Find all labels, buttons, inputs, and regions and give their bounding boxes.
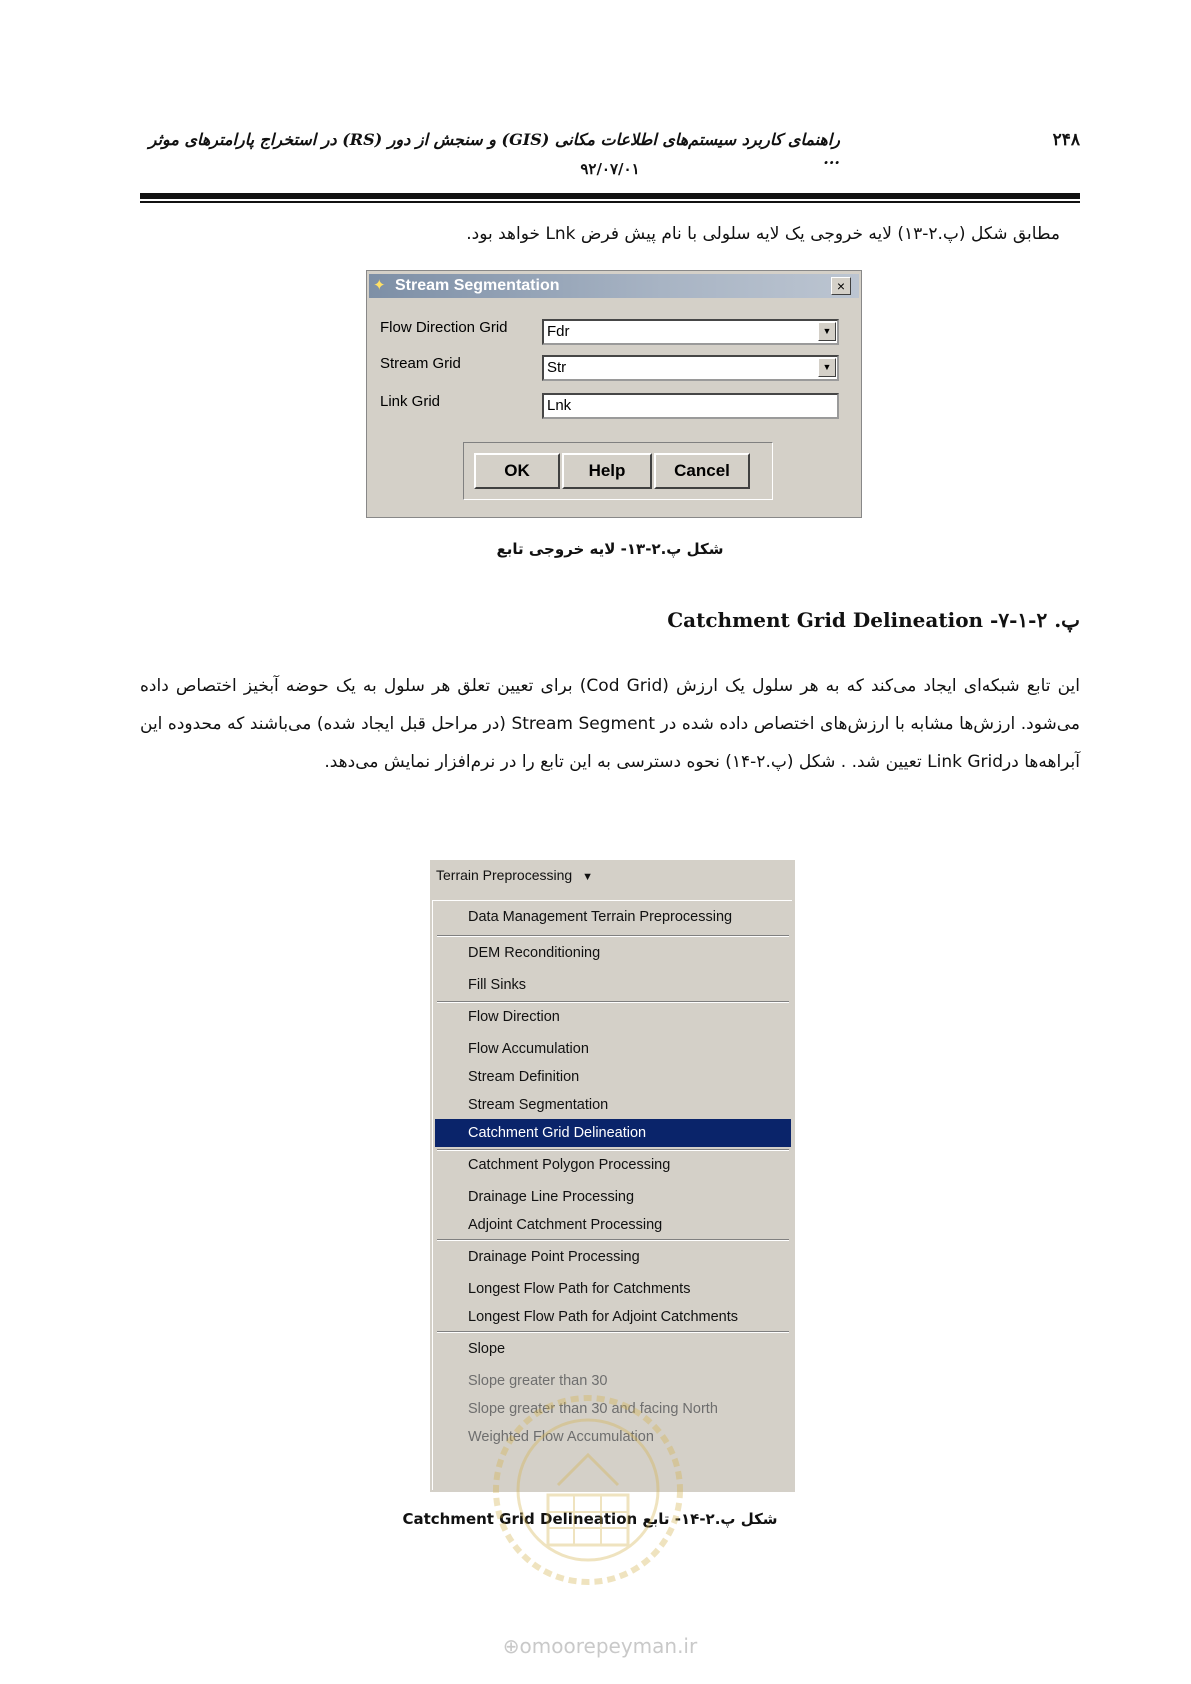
cancel-button[interactable]: Cancel [654,453,750,489]
menu-separator [437,1331,789,1333]
terrain-preprocessing-button[interactable] [432,863,593,887]
menu-item[interactable]: Slope greater than 30 [468,1373,608,1389]
header-rule-thin [140,201,1080,203]
ok-button[interactable]: OK [474,453,560,489]
menu-separator [437,1239,789,1241]
chevron-down-icon: ▼ [582,871,593,883]
watermark-seal-icon [488,1390,688,1590]
menu-toolbar [430,860,795,890]
figure-caption: شکل پ.۲-۱۳- لایه خروجی تابع [496,540,724,558]
stream-grid-value: Str [547,359,567,376]
intro-paragraph: مطابق شکل (پ.۲-۱۳) لایه خروجی یک لایه سلولی با نام پیش فرض Lnk خواهد بود. [466,224,1060,244]
dialog-title: Stream Segmentation [395,277,560,294]
page-number: ۲۴۸ [1052,130,1080,150]
flow-direction-grid-value: Fdr [547,323,570,340]
menu-item[interactable]: Weighted Flow Accumulation [468,1429,654,1445]
stream-segmentation-dialog [366,270,862,518]
help-button[interactable]: Help [562,453,652,489]
globe-icon: ⊕ [502,1634,520,1658]
menu-item[interactable]: Stream Definition [468,1069,580,1085]
menu-item[interactable]: Longest Flow Path for Catchments [468,1281,691,1297]
menu-item[interactable]: Catchment Polygon Processing [468,1157,671,1173]
link-grid-label: Link Grid [380,393,441,410]
section-heading: پ. ۲-۱-۷- Catchment Grid Delineation [667,608,1080,632]
app-icon: ✦ [373,277,386,294]
menu-item[interactable]: Drainage Line Processing [468,1189,635,1205]
menu-item[interactable]: Longest Flow Path for Adjoint Catchments [468,1309,739,1325]
header-code: ۹۲/۰۷/۰۱ [580,160,640,178]
menu-item[interactable]: Data Management Terrain Preprocessing [468,909,733,925]
dialog-titlebar [369,274,859,298]
menu-item[interactable]: Stream Segmentation [468,1097,609,1113]
menu-item[interactable]: DEM Reconditioning [468,945,601,961]
watermark-label: omoorepeyman.ir [519,1634,698,1658]
link-grid-value: Lnk [547,397,572,414]
close-icon[interactable]: × [831,277,851,295]
menu-item[interactable]: Drainage Point Processing [468,1249,640,1265]
menu-separator [437,935,789,937]
menu-item[interactable]: Flow Direction [468,1009,560,1025]
watermark-text [480,1634,720,1658]
terrain-preprocessing-label: Terrain Preprocessing [436,867,573,883]
stream-grid-select[interactable] [542,355,839,381]
menu-item[interactable]: Slope [468,1341,506,1357]
header-rule [140,193,1080,199]
link-grid-input[interactable] [542,393,839,419]
menu-item[interactable]: Flow Accumulation [468,1041,589,1057]
flow-direction-grid-label: Flow Direction Grid [380,319,508,336]
flow-direction-grid-select[interactable] [542,319,839,345]
menu-item[interactable]: Adjoint Catchment Processing [468,1217,663,1233]
menu-item[interactable]: Slope greater than 30 and facing North [468,1401,718,1417]
stream-grid-label: Stream Grid [380,355,461,372]
chevron-down-icon[interactable]: ▼ [818,358,836,377]
menu-item[interactable]: Fill Sinks [468,977,527,993]
menu-item-selected[interactable]: Catchment Grid Delineation [435,1119,791,1147]
chevron-down-icon[interactable]: ▼ [818,322,836,341]
figure-caption: شکل پ.۲-۱۴- تابع Catchment Grid Delineation [402,1510,778,1528]
running-header-title: راهنمای کاربرد سیستم‌های اطلاعات مکانی (GIS) و سنجش از دور (RS) در استخراج پارامترهای موثر ... [148,130,840,168]
body-paragraph: این تابع شبکه‌ای ایجاد می‌کند که به هر سلول یک ارزش (Cod Grid) برای تعیین تعلق هر سلول به یک حوضه آبخیز اختصاص داده می‌شود. ارزش‌ها مشابه با ارزش‌های اختصاص داده شده در Stream Segment (در مراحل قبل ایجاد شده) می‌باشند که محدوده این آبراهه‌ها درLink Grid تعیین شد. . شکل (پ.۲-۱۴) نحوه دسترسی به این تابع را در نرم‌افزار نمایش می‌دهد. [140,676,1080,772]
